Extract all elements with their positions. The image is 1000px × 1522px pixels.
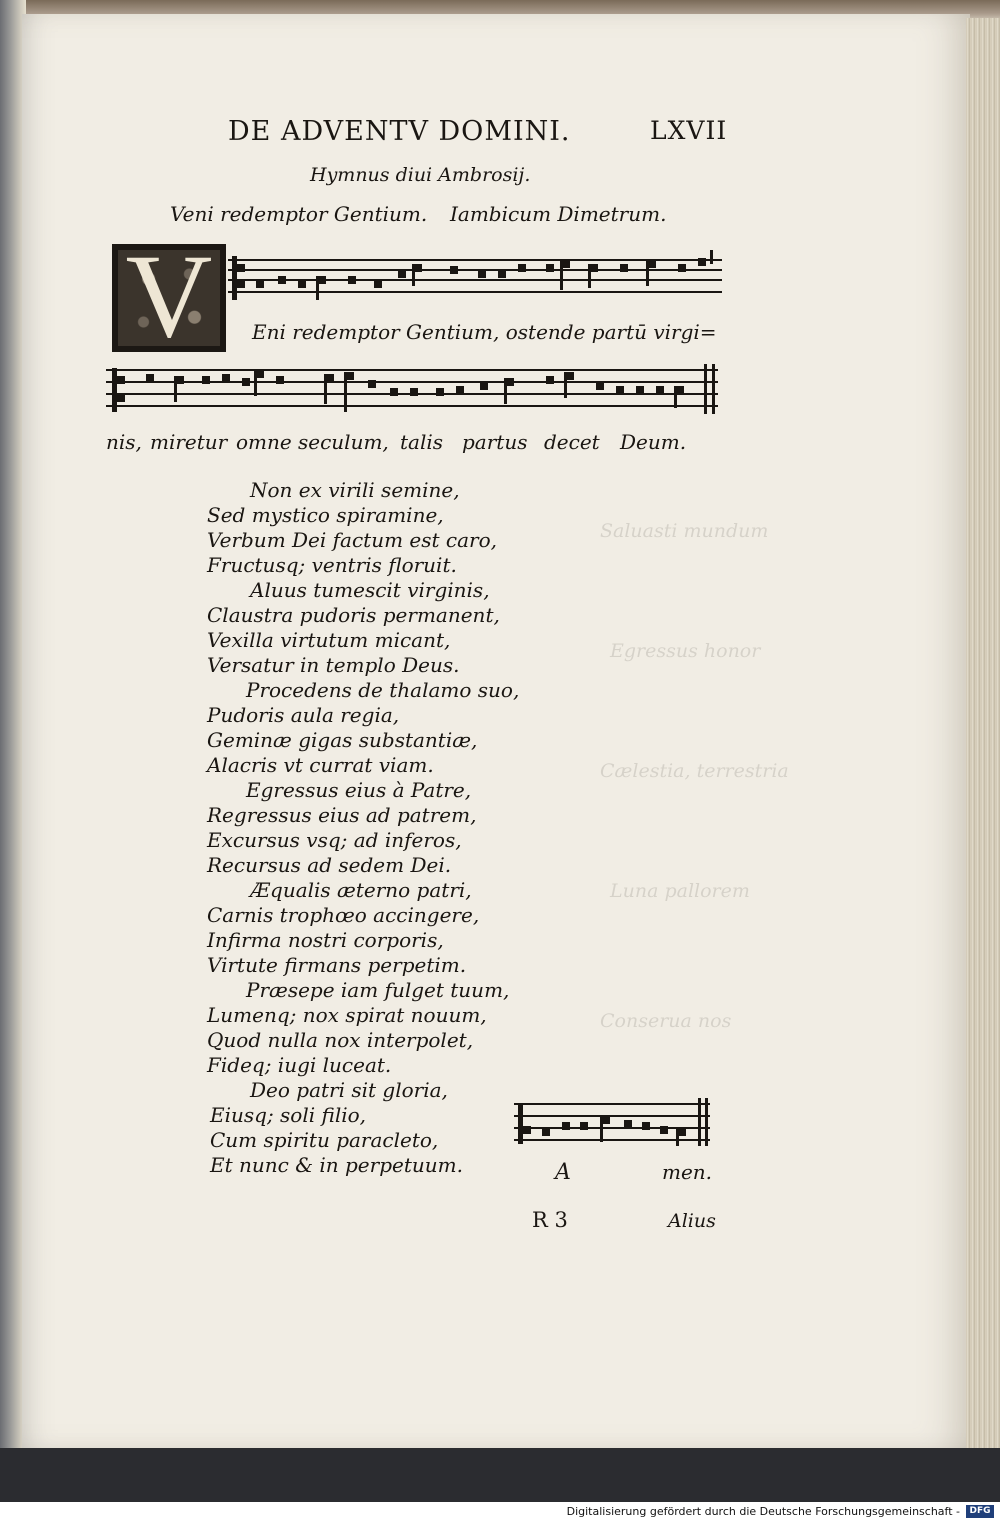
woodcut-initial [112, 229, 226, 362]
verse-line: Fideq; iugi luceat. [207, 1053, 392, 1077]
verse-line: Procedens de thalamo suo, [246, 678, 520, 702]
hymn-title: Veni redemptor Gentium. [170, 202, 428, 226]
book-fore-edge [966, 18, 1000, 1448]
hymn-subtitle: Hymnus diui Ambrosij. [310, 164, 531, 186]
verse-line: Versatur in templo Deus. [207, 653, 460, 677]
verse-line: Vexilla virtutum micant, [207, 628, 451, 652]
initial-letter: V [125, 229, 213, 362]
running-head: DE ADVENTV DOMINI. [228, 116, 571, 147]
verse-line: Non ex virili semine, [250, 478, 460, 502]
footer-bar [0, 1502, 1000, 1522]
verse-line: Excursus vsq; ad inferos, [207, 828, 462, 852]
lyric-word: omne [236, 430, 292, 454]
verse-line: Verbum Dei factum est caro, [207, 528, 497, 552]
amen-syllable-a: A [555, 1160, 571, 1185]
lyric-word: decet [544, 430, 600, 454]
verse-line: Præsepe iam fulget tuum, [246, 978, 510, 1002]
lyric-word: seculum, [298, 430, 389, 454]
music-staff-1 [228, 250, 724, 306]
verse-line: Et nunc & in perpetuum. [210, 1153, 463, 1177]
verse-line: Deo patri sit gloria, [250, 1078, 448, 1102]
verse-line: Fructusq; ventris floruit. [207, 553, 457, 577]
verse-line: Infirma nostri corporis, [207, 928, 444, 952]
verse-line: Regressus eius ad patrem, [207, 803, 477, 827]
lyric-word: talis [400, 430, 444, 454]
signature-mark: R 3 [532, 1208, 568, 1232]
lyric-word: Deum. [620, 430, 687, 454]
scan-background [0, 1448, 1000, 1502]
verse-line: Quod nulla nox interpolet, [207, 1028, 474, 1052]
amen-syllable-men: men. [662, 1160, 713, 1184]
lyric-word: miretur [150, 430, 228, 454]
meter-label: Iambicum Dimetrum. [450, 202, 667, 226]
verse-line: Pudoris aula regia, [207, 703, 400, 727]
verse-line: Æqualis æterno patri, [250, 878, 472, 902]
music-staff-2 [106, 360, 724, 418]
catchword: Alius [668, 1210, 716, 1232]
verse-line: Eiusq; soli filio, [210, 1103, 367, 1127]
verse-line: Sed mystico spiramine, [207, 503, 444, 527]
verse-line: Egressus eius à Patre, [246, 778, 472, 802]
folio-number: LXVII [650, 116, 728, 145]
verse-line: Virtute firmans perpetim. [207, 953, 467, 977]
amen-staff [514, 1094, 714, 1150]
verse-line: Alacris vt currat viam. [207, 753, 434, 777]
verse-line: Lumenq; nox spirat nouum, [207, 1003, 487, 1027]
verse-line: Recursus ad sedem Dei. [207, 853, 452, 877]
verse-line: Claustra pudoris permanent, [207, 603, 500, 627]
verse-line: Cum spiritu paracleto, [210, 1128, 439, 1152]
lyric-word: partus [462, 430, 528, 454]
lyric-line-1: Eni redemptor Gentium, ostende partū virgi= [252, 320, 717, 344]
verse-line: Carnis trophœo accingere, [207, 903, 480, 927]
verse-line: Aluus tumescit virginis, [250, 578, 490, 602]
lyric-word: nis, [106, 430, 142, 454]
footer-credit: Digitalisierung gefördert durch die Deutsche Forschungsgemeinschaft - [566, 1505, 960, 1518]
verse-line: Geminæ gigas substantiæ, [207, 728, 478, 752]
dfg-logo-icon: DFG [966, 1505, 994, 1518]
